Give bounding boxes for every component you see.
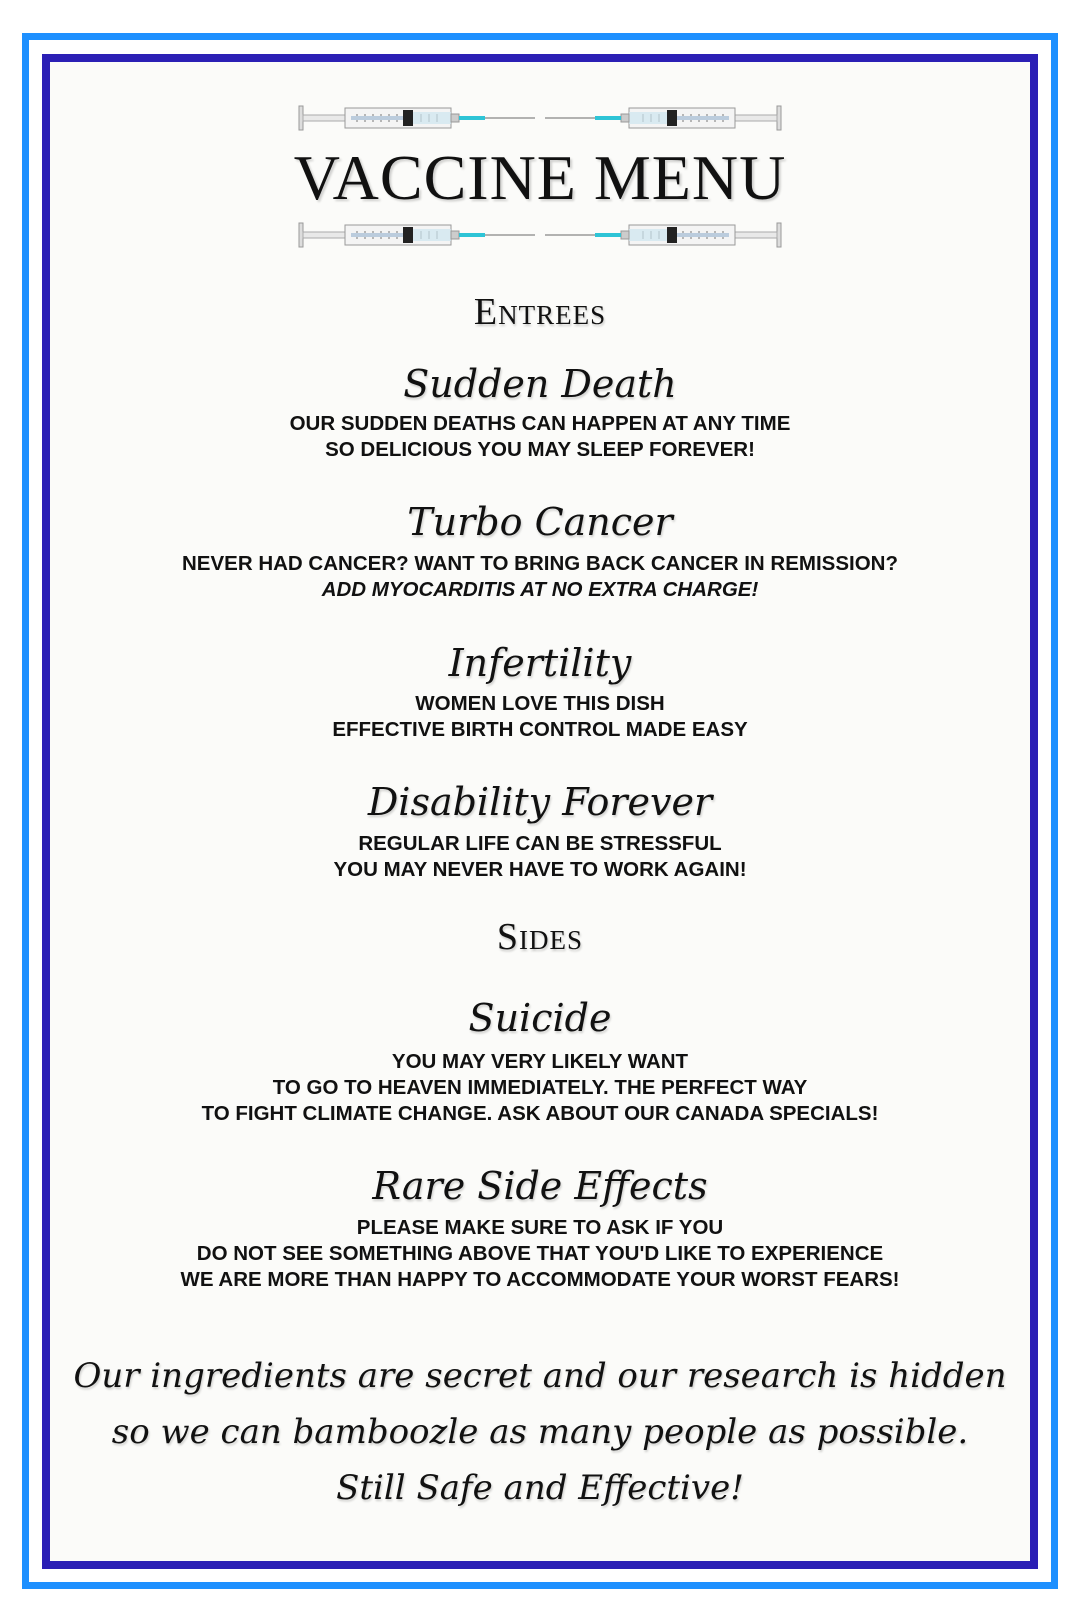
- menu-item-description: [0, 1215, 1080, 1293]
- syringe-icon: [295, 98, 785, 138]
- syringe-row-top: [295, 98, 785, 138]
- menu-item-name: Rare Side Effects: [372, 1164, 708, 1208]
- menu-item-description: [0, 1049, 1080, 1127]
- menu-item-description: [0, 551, 1080, 603]
- footer-line: so we can bamboozle as many people as possible.: [111, 1412, 969, 1452]
- section-heading-sides: Sides: [496, 916, 584, 958]
- description-line: TO FIGHT CLIMATE CHANGE. ASK ABOUT OUR CANADA SPECIALS!: [201, 1102, 879, 1125]
- description-line: DO NOT SEE SOMETHING ABOVE THAT YOU'D LIKE TO EXPERIENCE: [196, 1242, 884, 1265]
- syringe-icon: [295, 215, 785, 255]
- description-line: ADD MYOCARDITIS AT NO EXTRA CHARGE!: [321, 578, 759, 601]
- menu-item-name: Infertility: [448, 641, 632, 685]
- footer-note: [0, 1348, 1080, 1516]
- menu-item-description: [0, 691, 1080, 743]
- menu-item-name: Suicide: [468, 996, 612, 1040]
- description-line: WE ARE MORE THAN HAPPY TO ACCOMMODATE YOUR WORST FEARS!: [180, 1268, 900, 1291]
- footer-line: Our ingredients are secret and our research is hidden: [73, 1356, 1007, 1396]
- menu-item-description: [0, 831, 1080, 883]
- description-line: YOU MAY NEVER HAVE TO WORK AGAIN!: [333, 858, 747, 881]
- description-line: WOMEN LOVE THIS DISH: [415, 692, 665, 715]
- syringe-icon-left: [299, 223, 535, 247]
- section-heading-entrees: Entrees: [473, 291, 607, 333]
- description-line: OUR SUDDEN DEATHS CAN HAPPEN AT ANY TIME: [289, 412, 791, 435]
- menu-item-name: Sudden Death: [403, 362, 677, 406]
- syringe-icon-left: [299, 106, 535, 130]
- description-line: YOU MAY VERY LIKELY WANT: [391, 1050, 689, 1073]
- description-line: TO GO TO HEAVEN IMMEDIATELY. THE PERFECT WAY: [272, 1076, 808, 1099]
- syringe-row-bottom: [295, 215, 785, 255]
- description-line: EFFECTIVE BIRTH CONTROL MADE EASY: [332, 718, 748, 741]
- page-title: VACCINE MENU: [293, 142, 787, 213]
- menu-item-name: Turbo Cancer: [407, 500, 673, 544]
- description-line: PLEASE MAKE SURE TO ASK IF YOU: [356, 1216, 724, 1239]
- syringe-icon-right: [545, 106, 781, 130]
- description-line: REGULAR LIFE CAN BE STRESSFUL: [358, 832, 722, 855]
- footer-line: Still Safe and Effective!: [336, 1468, 744, 1508]
- syringe-icon-right: [545, 223, 781, 247]
- menu-item-name: Disability Forever: [367, 780, 713, 824]
- description-line: NEVER HAD CANCER? WANT TO BRING BACK CANCER IN REMISSION?: [182, 552, 898, 575]
- menu-item-description: [0, 411, 1080, 463]
- description-line: SO DELICIOUS YOU MAY SLEEP FOREVER!: [325, 438, 755, 461]
